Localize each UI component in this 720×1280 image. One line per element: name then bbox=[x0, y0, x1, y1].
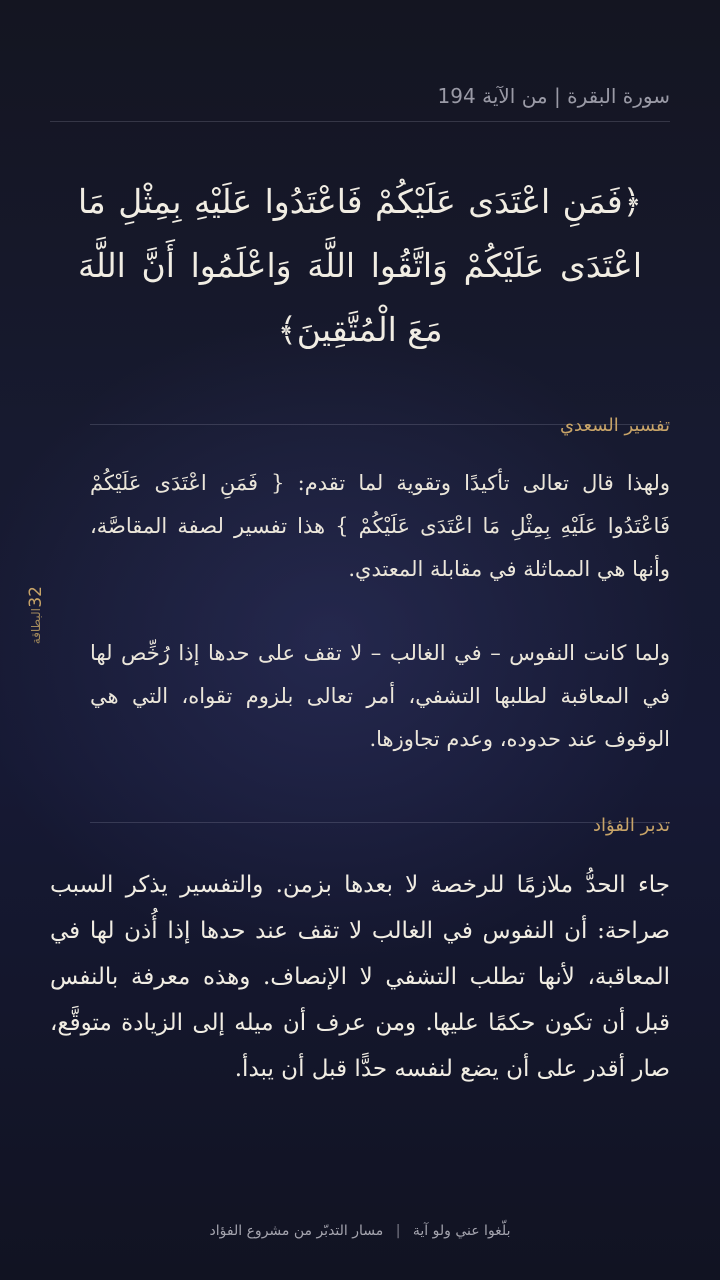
card-indicator bbox=[16, 580, 56, 690]
card-number: 32 bbox=[26, 586, 46, 608]
footer-motto: بلّغوا عني ولو آية bbox=[412, 1223, 511, 1239]
header-divider bbox=[50, 121, 670, 122]
footer-separator: | bbox=[395, 1223, 401, 1239]
card-label: البطاقة bbox=[29, 607, 43, 644]
footer bbox=[0, 1216, 720, 1246]
footer-project: مسار التدبّر من مشروع الفؤاد bbox=[209, 1223, 384, 1239]
quran-verse: ﴿فَمَنِ اعْتَدَى عَلَيْكُمْ فَاعْتَدُوا عَلَيْهِ بِمِثْلِ مَا اعْتَدَى عَلَيْكُمْ وَاتَّقُوا اللَّهَ وَاعْلَمُوا أَنَّ اللَّهَ مَعَ الْمُتَّقِينَ﴾ bbox=[78, 182, 642, 349]
tadabbur-title: تدبر الفؤاد bbox=[592, 815, 670, 836]
tafsir-title: تفسير السعدي bbox=[559, 415, 670, 436]
tadabbur-text: جاء الحدُّ ملازمًا للرخصة لا بعدها بزمن. والتفسير يذكر السبب صراحة: أن النفوس في الغالب لا تقف عند حدها إذا أُذن لها في المعاقبة، لأنها تطلب التشفي لا الإنصاف. وهذه معرفة بالنفس قبل أن تكون حكمًا عليها. ومن عرف أن ميله إلى الزيادة متوقَّع، صار أقدر على أن يضع لنفسه حدًّا قبل أن يبدأ. bbox=[50, 872, 670, 1082]
tafsir-paragraph-1: ولهذا قال تعالى تأكيدًا وتقوية لما تقدم: { فَمَنِ اعْتَدَى عَلَيْكُمْ فَاعْتَدُوا عَلَيْهِ بِمِثْلِ مَا اعْتَدَى عَلَيْكُمْ } هذا تفسير لصفة المقاصَّة، وأنها هي المماثلة في مقابلة المعتدي. bbox=[90, 471, 670, 581]
surah-reference: سورة البقرة | من الآية 194 bbox=[437, 84, 670, 108]
tafsir-paragraph-2: ولما كانت النفوس – في الغالب – لا تقف على حدها إذا رُخِّص لها في المعاقبة لطلبها التشفي، أمر تعالى بلزوم تقواه، التي هي الوقوف عند حدوده، وعدم تجاوزها. bbox=[90, 641, 670, 751]
